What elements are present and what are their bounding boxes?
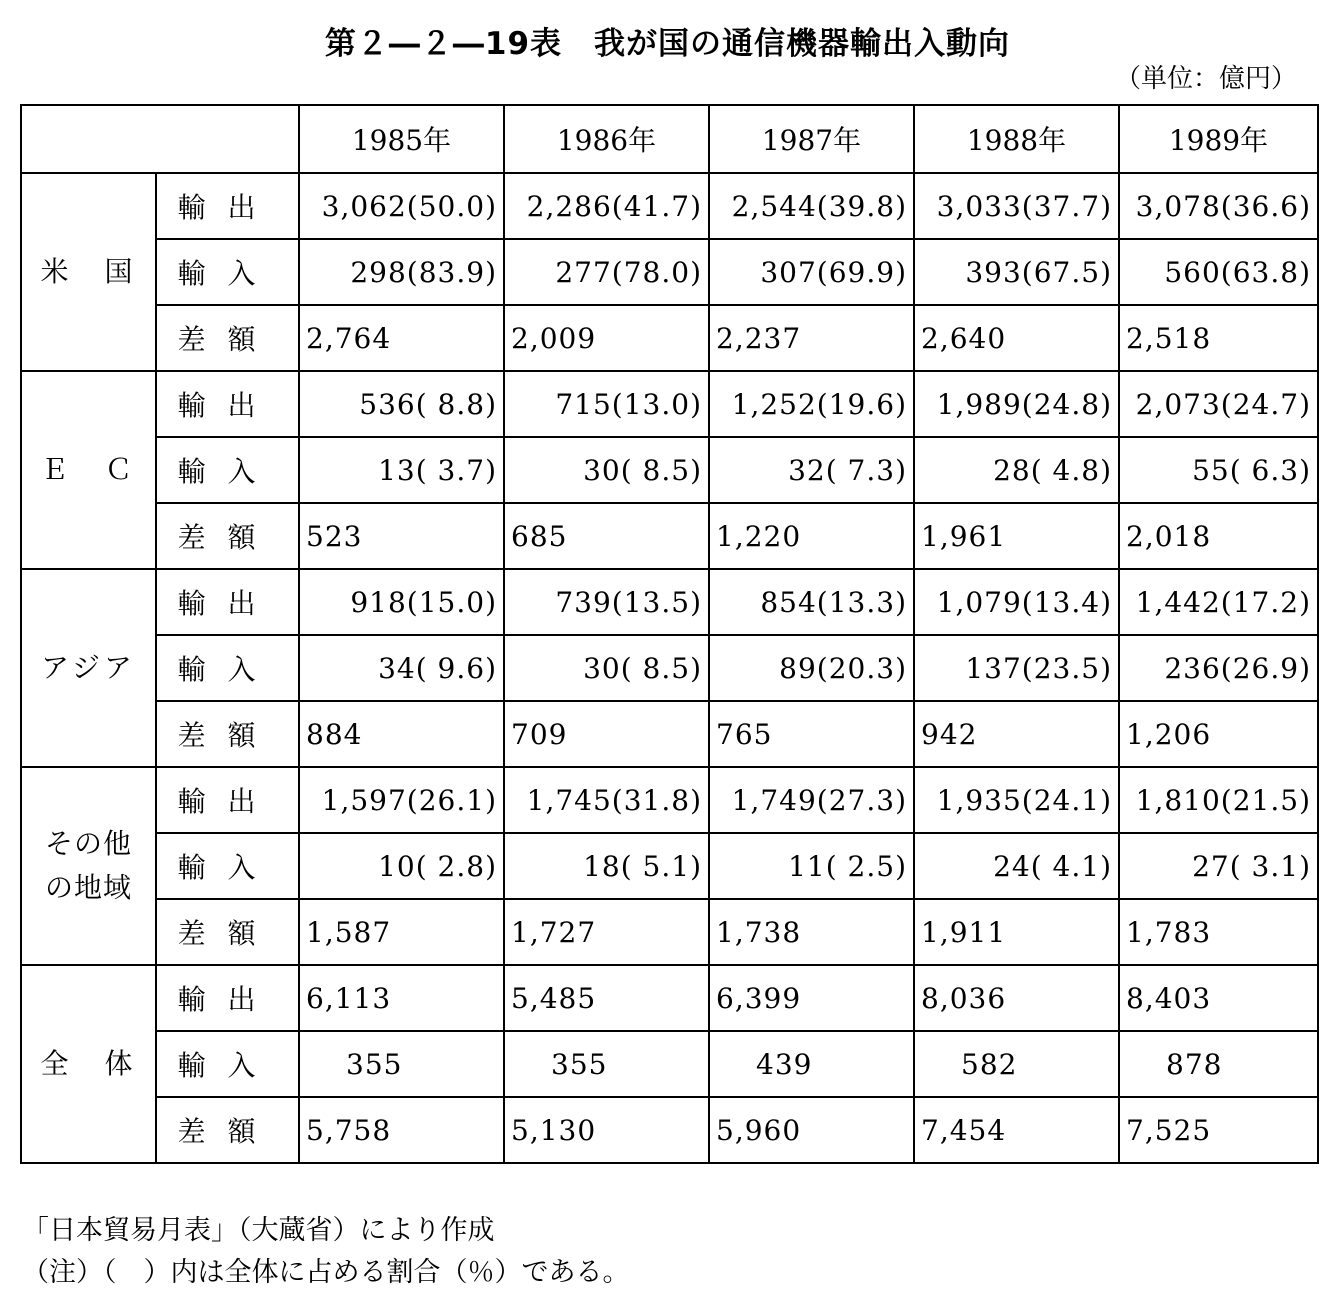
value-cell: 7,525 [1119, 1097, 1318, 1163]
value-cell: 715(13.0) [504, 371, 709, 437]
table-row [21, 635, 1318, 701]
table-row [21, 701, 1318, 767]
table-title: 第２―２―19表 我が国の通信機器輸出入動向 [324, 26, 1011, 62]
value-cell: 3,078(36.6) [1119, 173, 1318, 239]
value-cell: 1,206 [1119, 701, 1318, 767]
value-cell: 8,403 [1119, 965, 1318, 1031]
value-cell: 1,727 [504, 899, 709, 965]
value-cell: 2,640 [914, 305, 1119, 371]
value-cell: 1,749(27.3) [709, 767, 914, 833]
region-label: 米 国 [21, 173, 156, 371]
table-row [21, 569, 1318, 635]
value-cell: 854(13.3) [709, 569, 914, 635]
value-cell: 34( 9.6) [299, 635, 504, 701]
trade-table [20, 104, 1319, 1164]
row-type-label: 輸出 [156, 371, 299, 437]
row-type-label: 差額 [156, 1097, 299, 1163]
value-cell: 8,036 [914, 965, 1119, 1031]
value-cell: 884 [299, 701, 504, 767]
unit-label: （単位：億円） [1114, 64, 1297, 94]
value-cell: 1,079(13.4) [914, 569, 1119, 635]
value-cell: 277(78.0) [504, 239, 709, 305]
table-row [21, 899, 1318, 965]
table-row [21, 1031, 1318, 1097]
value-cell: 2,286(41.7) [504, 173, 709, 239]
value-cell: 2,544(39.8) [709, 173, 914, 239]
value-cell: 1,989(24.8) [914, 371, 1119, 437]
row-type-label: 輸出 [156, 767, 299, 833]
value-cell: 1,252(19.6) [709, 371, 914, 437]
value-cell: 765 [709, 701, 914, 767]
value-cell: 2,764 [299, 305, 504, 371]
row-type-label: 差額 [156, 503, 299, 569]
table-row [21, 239, 1318, 305]
value-cell: 13( 3.7) [299, 437, 504, 503]
value-cell: 393(67.5) [914, 239, 1119, 305]
year-header: 1988年 [914, 105, 1119, 173]
value-cell: 523 [299, 503, 504, 569]
value-cell: 5,130 [504, 1097, 709, 1163]
value-cell: 685 [504, 503, 709, 569]
year-header: 1989年 [1119, 105, 1318, 173]
value-cell: 3,062(50.0) [299, 173, 504, 239]
year-header: 1986年 [504, 105, 709, 173]
row-type-label: 差額 [156, 701, 299, 767]
value-cell: 298(83.9) [299, 239, 504, 305]
value-cell: 5,758 [299, 1097, 504, 1163]
value-cell: 30( 8.5) [504, 635, 709, 701]
value-cell: 2,518 [1119, 305, 1318, 371]
value-cell: 236(26.9) [1119, 635, 1318, 701]
value-cell: 355 [504, 1031, 709, 1097]
row-type-label: 輸出 [156, 173, 299, 239]
year-header: 1987年 [709, 105, 914, 173]
table-row [21, 1097, 1318, 1163]
row-type-label: 輸入 [156, 437, 299, 503]
value-cell: 55( 6.3) [1119, 437, 1318, 503]
table-row [21, 371, 1318, 437]
value-cell: 709 [504, 701, 709, 767]
value-cell: 30( 8.5) [504, 437, 709, 503]
value-cell: 1,597(26.1) [299, 767, 504, 833]
value-cell: 307(69.9) [709, 239, 914, 305]
value-cell: 355 [299, 1031, 504, 1097]
table-row [21, 173, 1318, 239]
value-cell: 942 [914, 701, 1119, 767]
value-cell: 1,738 [709, 899, 914, 965]
value-cell: 2,018 [1119, 503, 1318, 569]
value-cell: 2,009 [504, 305, 709, 371]
value-cell: 24( 4.1) [914, 833, 1119, 899]
value-cell: 560(63.8) [1119, 239, 1318, 305]
region-label: アジア [21, 569, 156, 767]
value-cell: 1,220 [709, 503, 914, 569]
region-label: Ｅ Ｃ [21, 371, 156, 569]
row-type-label: 輸入 [156, 635, 299, 701]
value-cell: 11( 2.5) [709, 833, 914, 899]
table-row [21, 437, 1318, 503]
percentage-note: （注）（ ）内は全体に占める割合（％）である。 [22, 1257, 630, 1288]
value-cell: 2,073(24.7) [1119, 371, 1318, 437]
value-cell: 582 [914, 1031, 1119, 1097]
value-cell: 5,960 [709, 1097, 914, 1163]
value-cell: 6,113 [299, 965, 504, 1031]
value-cell: 918(15.0) [299, 569, 504, 635]
value-cell: 1,935(24.1) [914, 767, 1119, 833]
value-cell: 1,745(31.8) [504, 767, 709, 833]
value-cell: 7,454 [914, 1097, 1119, 1163]
value-cell: 27( 3.1) [1119, 833, 1318, 899]
value-cell: 1,911 [914, 899, 1119, 965]
table-row [21, 833, 1318, 899]
value-cell: 536( 8.8) [299, 371, 504, 437]
table-row [21, 965, 1318, 1031]
year-header: 1985年 [299, 105, 504, 173]
row-type-label: 差額 [156, 899, 299, 965]
value-cell: 1,810(21.5) [1119, 767, 1318, 833]
row-type-label: 輸入 [156, 239, 299, 305]
value-cell: 1,783 [1119, 899, 1318, 965]
value-cell: 32( 7.3) [709, 437, 914, 503]
region-label: 全 体 [21, 965, 156, 1163]
region-label: その他の地域 [21, 767, 156, 965]
header-row [21, 105, 1318, 173]
value-cell: 739(13.5) [504, 569, 709, 635]
value-cell: 1,442(17.2) [1119, 569, 1318, 635]
table-row [21, 503, 1318, 569]
value-cell: 89(20.3) [709, 635, 914, 701]
value-cell: 6,399 [709, 965, 914, 1031]
value-cell: 10( 2.8) [299, 833, 504, 899]
row-type-label: 輸出 [156, 965, 299, 1031]
row-type-label: 差額 [156, 305, 299, 371]
value-cell: 18( 5.1) [504, 833, 709, 899]
value-cell: 2,237 [709, 305, 914, 371]
value-cell: 1,961 [914, 503, 1119, 569]
row-type-label: 輸出 [156, 569, 299, 635]
table-row [21, 767, 1318, 833]
trade-table-body [21, 105, 1318, 1163]
row-type-label: 輸入 [156, 833, 299, 899]
value-cell: 439 [709, 1031, 914, 1097]
header-corner [21, 105, 299, 173]
value-cell: 137(23.5) [914, 635, 1119, 701]
value-cell: 5,485 [504, 965, 709, 1031]
value-cell: 28( 4.8) [914, 437, 1119, 503]
source-note: 「日本貿易月表」（大蔵省）により作成 [22, 1215, 495, 1246]
value-cell: 3,033(37.7) [914, 173, 1119, 239]
table-row [21, 305, 1318, 371]
value-cell: 878 [1119, 1031, 1318, 1097]
row-type-label: 輸入 [156, 1031, 299, 1097]
value-cell: 1,587 [299, 899, 504, 965]
